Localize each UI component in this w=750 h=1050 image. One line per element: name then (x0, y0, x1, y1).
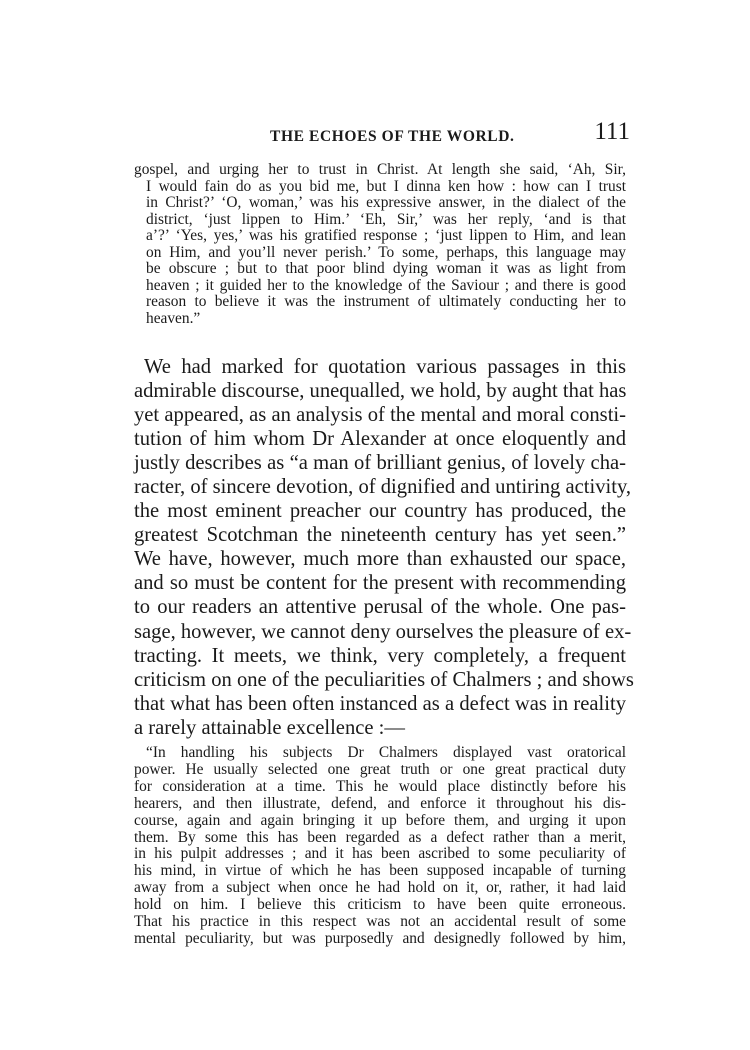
text-line: criticism on one of the peculiarities of Chalmers ; and shows (134, 668, 634, 691)
text-line: reason to believe it was the instrument of ultimately conducting her to (146, 293, 626, 310)
text-line: the most eminent preacher our country has produced, the (134, 500, 626, 523)
text-line: mental peculiarity, but was purposedly and designedly followed by him, (134, 929, 626, 947)
text-line: district, ‘just lippen to Him.’ ‘Eh, Sir,’ was her reply, ‘and is that (146, 210, 626, 228)
text-line: for consideration at a time. This he would place distinctly before his (134, 777, 626, 795)
text-line: We had marked for quotation various passages in this (144, 356, 626, 378)
text-line: power. He usually selected one great truth or one great practical duty (134, 760, 626, 778)
text-line: tution of him whom Dr Alexander at once eloquently and (134, 428, 626, 451)
text-line: and so must be content for the present with recommending (134, 572, 626, 595)
text-line: his mind, in virtue of which he has been supposed incapable of turning (134, 862, 626, 880)
text-line: I would fain do as you bid me, but I dinna ken how : how can I trust (146, 177, 626, 195)
quoted-passage-bottom (134, 745, 626, 948)
text-line: a’?’ ‘Yes, yes,’ was his gratified response ; ‘just lippen to Him, and lean (146, 227, 626, 244)
text-line: in his pulpit addresses ; and it has been ascribed to some peculiarity of (134, 845, 626, 863)
text-line: to our readers an attentive perusal of the whole. One pas- (134, 596, 626, 619)
quoted-passage-top (134, 162, 626, 327)
text-line: racter, of sincere devotion, of dignified and untiring activity, (134, 476, 632, 499)
text-line: them. By some this has been regarded as a defect rather than a merit, (134, 828, 626, 846)
text-line: heaven ; it guided her to the knowledge of the Saviour ; and there is good (146, 276, 626, 294)
text-line: on Him, and you’ll never perish.’ To some, perhaps, this language may (146, 243, 626, 261)
text-line: We have, however, much more than exhausted our space, (134, 548, 626, 571)
text-line: “In handling his subjects Dr Chalmers displayed vast oratorical (146, 744, 626, 761)
text-line: in Christ?’ ‘O, woman,’ was his expressive answer, in the dialect of the (146, 194, 626, 211)
text-line: course, again and again bringing it up before them, and urging it upon (134, 811, 626, 829)
page-header (130, 118, 630, 158)
text-line: gospel, and urging her to trust in Christ. At length she said, ‘Ah, Sir, (134, 161, 626, 178)
text-line: hold on him. I believe this criticism to have been quite erroneous. (134, 896, 626, 914)
text-line: yet appeared, as an analysis of the mental and moral consti- (134, 404, 626, 427)
text-line: a rarely attainable excellence :— (134, 716, 405, 739)
text-line: That his practice in this respect was not an accidental result of some (134, 913, 626, 931)
text-line: sage, however, we cannot deny ourselves the pleasure of ex- (134, 620, 632, 643)
page-number: 111 (594, 118, 630, 145)
text-line: justly describes as “a man of brilliant genius, of lovely cha- (134, 452, 626, 475)
main-paragraph (134, 355, 634, 740)
text-line: tracting. It meets, we think, very completely, a frequent (134, 644, 626, 667)
text-line: heaven.” (146, 309, 201, 327)
text-line: away from a subject when once he had hold on it, or, rather, it had laid (134, 879, 626, 897)
text-line: hearers, and then illustrate, defend, and enforce it throughout his dis- (134, 794, 626, 812)
text-line: be obscure ; but to that poor blind dying woman it was as light from (146, 260, 626, 277)
running-head: THE ECHOES OF THE WORLD. (270, 128, 515, 145)
text-line: that what has been often instanced as a defect was in reality (134, 692, 626, 715)
text-line: admirable discourse, unequalled, we hold, by aught that has (134, 380, 627, 403)
text-line: greatest Scotchman the nineteenth century has yet seen.” (134, 524, 626, 547)
